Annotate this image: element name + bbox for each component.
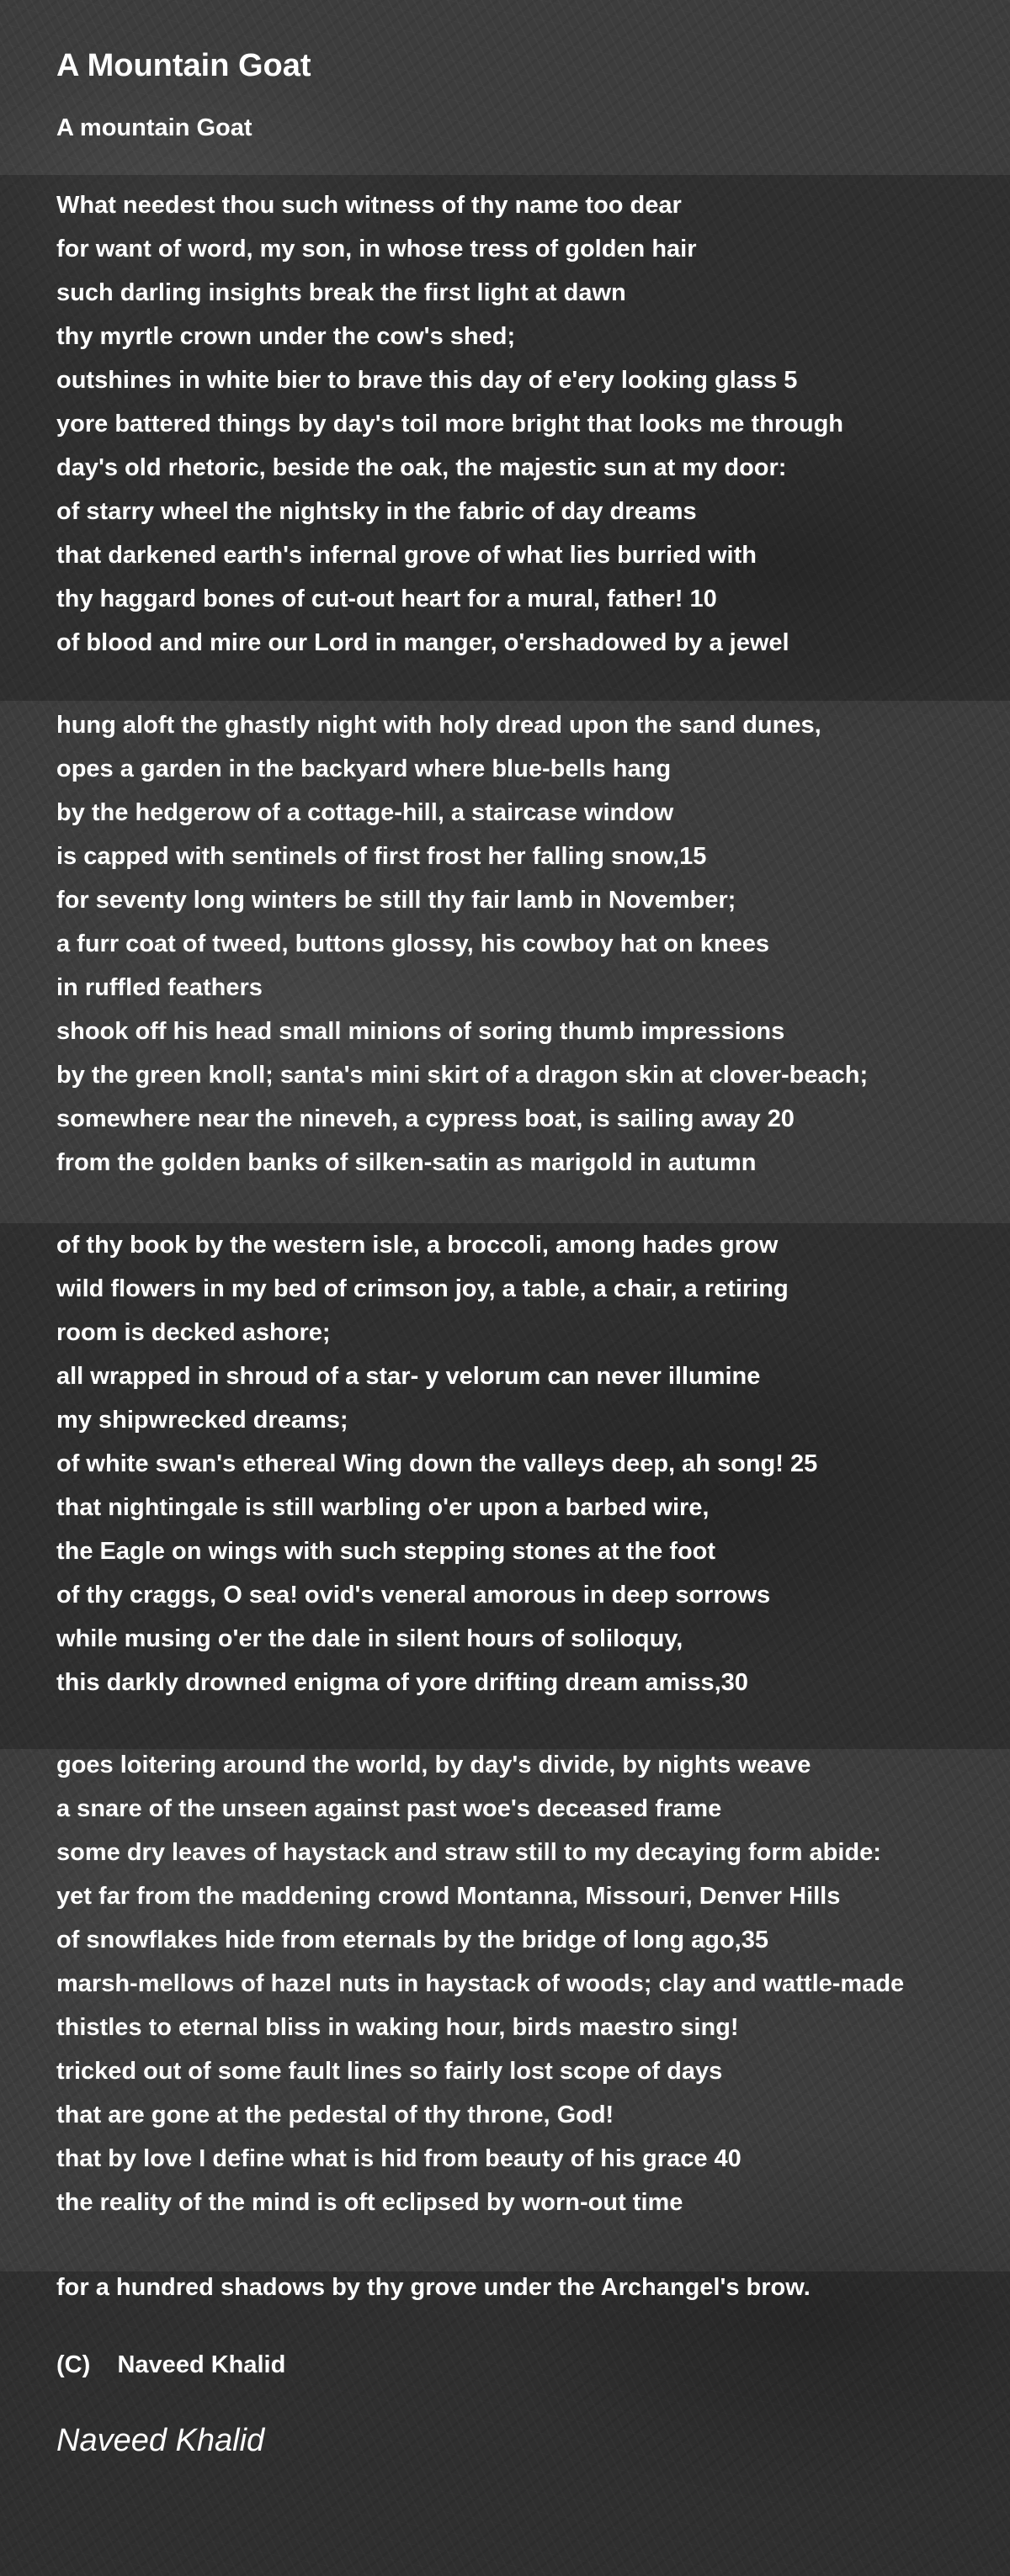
poem-line: yet far from the maddening crowd Montanna, Missouri, Denver Hills — [56, 1883, 841, 1910]
poem-line: by the hedgerow of a cottage-hill, a staircase window — [56, 799, 674, 826]
poem-line: somewhere near the nineveh, a cypress boat, is sailing away 20 — [56, 1105, 795, 1132]
poem-line: the Eagle on wings with such stepping stones at the foot — [56, 1538, 716, 1565]
poem-line: thy haggard bones of cut-out heart for a mural, father! 10 — [56, 586, 717, 612]
stanza-3 — [56, 1223, 999, 1704]
poem-line: room is decked ashore; — [56, 1319, 331, 1346]
poem-line: of thy craggs, O sea! ovid's veneral amorous in deep sorrows — [56, 1582, 771, 1609]
poem-line: thistles to eternal bliss in waking hour, birds maestro sing! — [56, 2014, 739, 2041]
poem-line: wild flowers in my bed of crimson joy, a table, a chair, a retiring — [56, 1275, 789, 1302]
poem-line: goes loitering around the world, by day's divide, by nights weave — [56, 1752, 811, 1778]
closing-line: for a hundred shadows by thy grove under the Archangel's brow. — [56, 2274, 811, 2301]
poem-subtitle: A mountain Goat — [56, 114, 252, 141]
poem-line: such darling insights break the first light at dawn — [56, 279, 626, 306]
poem-line: outshines in white bier to brave this day of e'ery looking glass 5 — [56, 367, 798, 394]
poem-line: that nightingale is still warbling o'er upon a barbed wire, — [56, 1494, 710, 1521]
poem-line: this darkly drowned enigma of yore drifting dream amiss,30 — [56, 1669, 748, 1696]
author-signature: Naveed Khalid — [56, 2423, 265, 2458]
poem-line: yore battered things by day's toil more bright that looks me through — [56, 411, 843, 437]
copyright-notice: (C) Naveed Khalid — [56, 2351, 286, 2378]
poem-line: for seventy long winters be still thy fair lamb in November; — [56, 887, 736, 914]
poem-line: that by love I define what is hid from beauty of his grace 40 — [56, 2145, 742, 2172]
poem-line: from the golden banks of silken-satin as marigold in autumn — [56, 1149, 757, 1176]
poem-line: day's old rhetoric, beside the oak, the majestic sun at my door: — [56, 454, 787, 481]
stanza-2 — [56, 703, 999, 1185]
poem-line: that darkened earth's infernal grove of what lies burried with — [56, 542, 757, 569]
poem-line: the reality of the mind is oft eclipsed by worn-out time — [56, 2189, 683, 2216]
poem-line: while musing o'er the dale in silent hours of soliloquy, — [56, 1625, 683, 1652]
poem-line: my shipwrecked dreams; — [56, 1407, 348, 1434]
stanza-4 — [56, 1743, 999, 2224]
poem-line: thy myrtle crown under the cow's shed; — [56, 323, 516, 350]
poem-line: all wrapped in shroud of a star- y velorum can never illumine — [56, 1363, 761, 1390]
poem-line: of blood and mire our Lord in manger, o'ershadowed by a jewel — [56, 629, 789, 656]
poem-line: a snare of the unseen against past woe's deceased frame — [56, 1795, 722, 1822]
poem-content — [56, 42, 999, 2464]
poem-line: some dry leaves of haystack and straw still to my decaying form abide: — [56, 1839, 881, 1866]
poem-line: of snowflakes hide from eternals by the bridge of long ago,35 — [56, 1927, 768, 1953]
poem-line: a furr coat of tweed, buttons glossy, his cowboy hat on knees — [56, 930, 770, 957]
poem-title: A Mountain Goat — [56, 48, 311, 83]
poem-line: for want of word, my son, in whose tress of golden hair — [56, 236, 697, 262]
poem-line: tricked out of some fault lines so fairly lost scope of days — [56, 2058, 723, 2085]
poem-line: shook off his head small minions of soring thumb impressions — [56, 1018, 785, 1045]
poem-line: opes a garden in the backyard where blue-bells hang — [56, 755, 672, 782]
poem-line: hung aloft the ghastly night with holy dread upon the sand dunes, — [56, 712, 821, 739]
poem-line: that are gone at the pedestal of thy throne, God! — [56, 2102, 614, 2128]
poem-line: is capped with sentinels of first frost her falling snow,15 — [56, 843, 707, 870]
poem-line: of white swan's ethereal Wing down the valleys deep, ah song! 25 — [56, 1450, 818, 1477]
poem-line: What needest thou such witness of thy name too dear — [56, 192, 682, 219]
poem-line: of starry wheel the nightsky in the fabric of day dreams — [56, 498, 697, 525]
poem-line: by the green knoll; santa's mini skirt of a dragon skin at clover-beach; — [56, 1062, 869, 1089]
poem-line: in ruffled feathers — [56, 974, 263, 1001]
poem-line: marsh-mellows of hazel nuts in haystack of woods; clay and wattle-made — [56, 1970, 905, 1997]
poem-line: of thy book by the western isle, a broccoli, among hades grow — [56, 1232, 779, 1259]
stanza-1 — [56, 183, 999, 665]
